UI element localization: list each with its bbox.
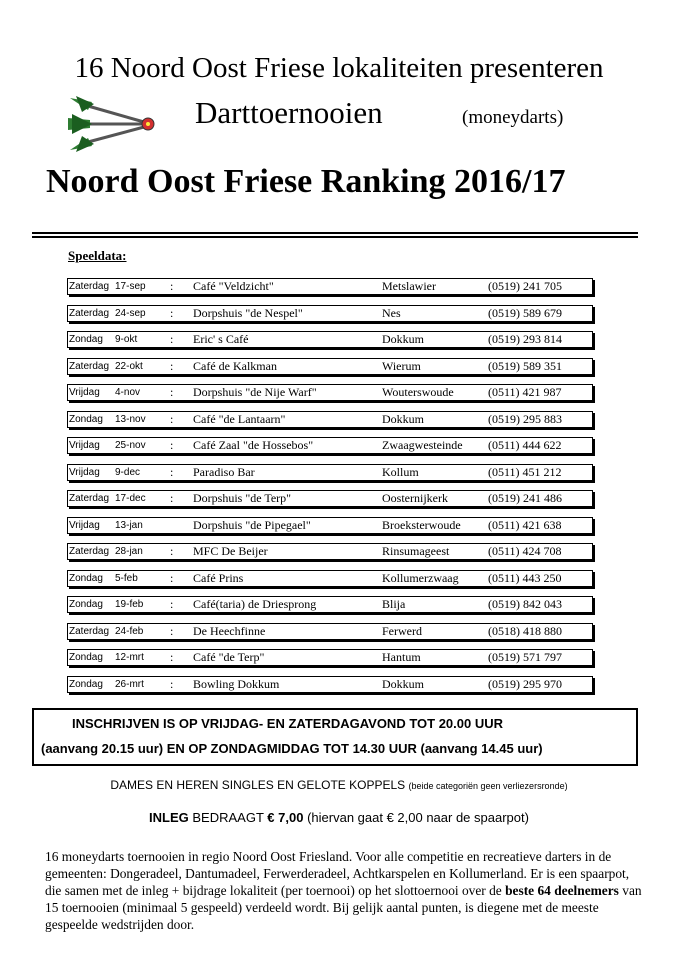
schedule-day: Zondag [69, 652, 103, 663]
schedule-phone: (0519) 241 705 [488, 279, 562, 293]
schedule-venue: Café "Veldzicht" [193, 279, 274, 293]
schedule-venue: Café "de Lantaarn" [193, 411, 286, 426]
schedule-date: 12-mrt [115, 652, 144, 663]
schedule-separator: : [170, 623, 174, 638]
schedule-phone: (0519) 295 883 [488, 411, 562, 426]
schedule-venue: MFC De Beijer [193, 544, 268, 558]
schedule-separator: : [170, 491, 174, 505]
schedule-day: Zaterdag [69, 360, 110, 372]
schedule-day: Zaterdag [69, 546, 110, 557]
schedule-separator: : [170, 279, 174, 293]
schedule-venue: Eric' s Café [193, 332, 249, 346]
schedule-date: 13-nov [115, 413, 146, 425]
schedule-day: Vrijdag [69, 466, 100, 478]
page-title: Noord Oost Friese Ranking 2016/17 [46, 163, 566, 200]
schedule-phone: (0519) 589 679 [488, 305, 562, 320]
schedule-place: Oosternijkerk [382, 491, 448, 505]
fee-amount: € 7,00 [267, 810, 304, 825]
schedule-place: Dokkum [382, 332, 424, 346]
schedule-separator: : [170, 385, 174, 399]
fee-label: BEDRAAGT [192, 810, 264, 825]
schedule-row [67, 623, 593, 640]
divider [32, 232, 638, 238]
schedule-phone: (0519) 295 970 [488, 676, 562, 691]
schedule-phone: (0519) 842 043 [488, 597, 562, 611]
schedule-place: Kollumerzwaag [382, 570, 459, 585]
schedule-date: 26-mrt [115, 678, 144, 690]
categories-text [0, 778, 678, 792]
schedule-phone: (0511) 421 638 [488, 517, 562, 532]
schedule-venue: Café Prins [193, 570, 244, 585]
schedule-place: Metslawier [382, 279, 436, 293]
darts-icon [68, 94, 160, 154]
header-line1: 16 Noord Oost Friese lokaliteiten presenteren [74, 52, 604, 84]
schedule-venue: Paradiso Bar [193, 464, 255, 479]
schedule-phone: (0511) 424 708 [488, 544, 562, 558]
schedule-place: Rinsumageest [382, 544, 450, 558]
schedule-day: Zondag [69, 334, 103, 345]
registration-line1: INSCHRIJVEN IS OP VRIJDAG- EN ZATERDAGAVOND TOT 20.00 UUR [72, 716, 503, 731]
schedule-separator: : [170, 597, 174, 611]
schedule-venue: Dorpshuis "de Nije Warf" [193, 385, 317, 399]
schedule-separator: : [170, 438, 174, 452]
schedule-day: Zaterdag [69, 493, 110, 504]
schedule-place: Dokkum [382, 676, 424, 691]
schedule-day: Zondag [69, 572, 103, 584]
schedule-date: 24-feb [115, 625, 144, 637]
schedule-date: 9-okt [115, 334, 138, 345]
schedule-row [67, 358, 593, 375]
header-line2: Darttoernooien [195, 95, 383, 130]
schedule-phone: (0511) 444 622 [488, 438, 562, 452]
schedule-venue: Café de Kalkman [193, 358, 277, 373]
fee-note: (hiervan gaat € 2,00 naar de spaarpot) [307, 810, 529, 825]
schedule-row [67, 676, 593, 693]
schedule-place: Wierum [382, 358, 421, 373]
schedule-date: 24-sep [115, 307, 146, 319]
schedule-date: 28-jan [115, 546, 143, 557]
schedule-day: Zaterdag [69, 625, 110, 637]
schedule-separator: : [170, 464, 174, 479]
schedule-separator: : [170, 305, 174, 320]
schedule-venue: Dorpshuis "de Terp" [193, 491, 292, 505]
schedule-separator: : [170, 411, 174, 426]
registration-box [32, 708, 638, 766]
schedule-place: Hantum [382, 650, 421, 664]
schedule-row [67, 384, 593, 401]
schedule-place: Zwaagwesteinde [382, 438, 463, 452]
schedule-phone: (0511) 443 250 [488, 570, 562, 585]
schedule-phone: (0519) 293 814 [488, 332, 562, 346]
schedule-venue: De Heechfinne [193, 623, 266, 638]
schedule-row [67, 596, 593, 613]
fee-text [0, 810, 678, 825]
schedule-phone: (0518) 418 880 [488, 623, 562, 638]
schedule-date: 17-sep [115, 281, 146, 292]
fee-label-bold: INLEG [149, 810, 189, 825]
schedule-place: Blija [382, 597, 406, 611]
schedule-place: Ferwerd [382, 623, 422, 638]
schedule-separator: : [170, 544, 174, 558]
schedule-phone: (0519) 589 351 [488, 358, 562, 373]
schedule-row [67, 464, 593, 481]
schedule-day: Vrijdag [69, 519, 100, 531]
schedule-row [67, 278, 593, 295]
schedule-row [67, 649, 593, 666]
schedule-date: 22-okt [115, 360, 143, 372]
description-part1: 16 moneydarts toernooien in regio Noord Oost Friesland. Voor alle competitie en recreatieve darters in de gemeenten: Dongeradeel, Dantumadeel, Ferwerderadeel, Achtkarspelen en Kollumerland. Er is een spaarpot, die samen met de inleg + bijdrage lokaliteit (per toernooi) op het slottoernooi over de [45, 849, 630, 898]
schedule-day: Vrijdag [69, 387, 100, 398]
categories-main: DAMES EN HEREN SINGLES EN GELOTE KOPPELS [110, 778, 406, 792]
schedule-date: 13-jan [115, 519, 143, 531]
schedule-place: Dokkum [382, 411, 424, 426]
categories-note: (beide categoriën geen verliezersronde) [408, 781, 568, 791]
schedule-day: Vrijdag [69, 440, 100, 451]
schedule-venue: Dorpshuis "de Nespel" [193, 305, 303, 320]
schedule-row [67, 543, 593, 560]
schedule-row [67, 570, 593, 587]
schedule-place: Kollum [382, 464, 419, 479]
schedule-venue: Bowling Dokkum [193, 676, 280, 691]
schedule-date: 17-dec [115, 493, 146, 504]
schedule-separator: : [170, 358, 174, 373]
schedule-date: 19-feb [115, 599, 144, 610]
schedule-phone: (0519) 241 486 [488, 491, 562, 505]
schedule-phone: (0511) 421 987 [488, 385, 562, 399]
schedule-phone: (0519) 571 797 [488, 650, 562, 664]
schedule-date: 25-nov [115, 440, 146, 451]
schedule-day: Zaterdag [69, 281, 110, 292]
schedule-label: Speeldata: [68, 248, 127, 263]
schedule-separator: : [170, 650, 174, 664]
schedule-place: Wouterswoude [382, 385, 454, 399]
schedule-day: Zondag [69, 599, 103, 610]
schedule-row [67, 331, 593, 348]
description-bold: beste 64 deelnemers [505, 883, 619, 898]
schedule-date: 5-feb [115, 572, 138, 584]
schedule-place: Broeksterwoude [382, 517, 461, 532]
description-part2: van 15 toernooien (minimaal 5 gespeeld) verdeeld wordt. Bij gelijk aantal punten, is diegene met de meeste gespeelde wedstrijden door. [45, 883, 642, 932]
schedule-day: Zondag [69, 413, 103, 425]
schedule-venue: Dorpshuis "de Pipegael" [193, 517, 311, 532]
schedule-row [67, 305, 593, 322]
schedule-venue: Café(taria) de Driesprong [193, 597, 317, 611]
schedule-date: 4-nov [115, 387, 141, 398]
schedule-venue: Café "de Terp" [193, 650, 265, 664]
schedule-row [67, 490, 593, 507]
schedule-separator: : [170, 570, 174, 585]
schedule-separator: : [170, 676, 174, 691]
schedule-phone: (0511) 451 212 [488, 464, 562, 479]
schedule-separator: : [170, 332, 174, 346]
schedule-date: 9-dec [115, 466, 141, 478]
header-note: (moneydarts) [462, 107, 564, 128]
schedule-venue: Café Zaal "de Hossebos" [193, 438, 314, 452]
schedule-row [67, 517, 593, 534]
schedule-row [67, 437, 593, 454]
schedule-day: Zaterdag [69, 307, 110, 319]
schedule-day: Zondag [69, 678, 103, 690]
schedule-row [67, 411, 593, 428]
registration-line2: (aanvang 20.15 uur) EN OP ZONDAGMIDDAG TOT 14.30 UUR (aanvang 14.45 uur) [41, 741, 543, 756]
description-paragraph [45, 848, 645, 933]
schedule-place: Nes [382, 305, 401, 320]
